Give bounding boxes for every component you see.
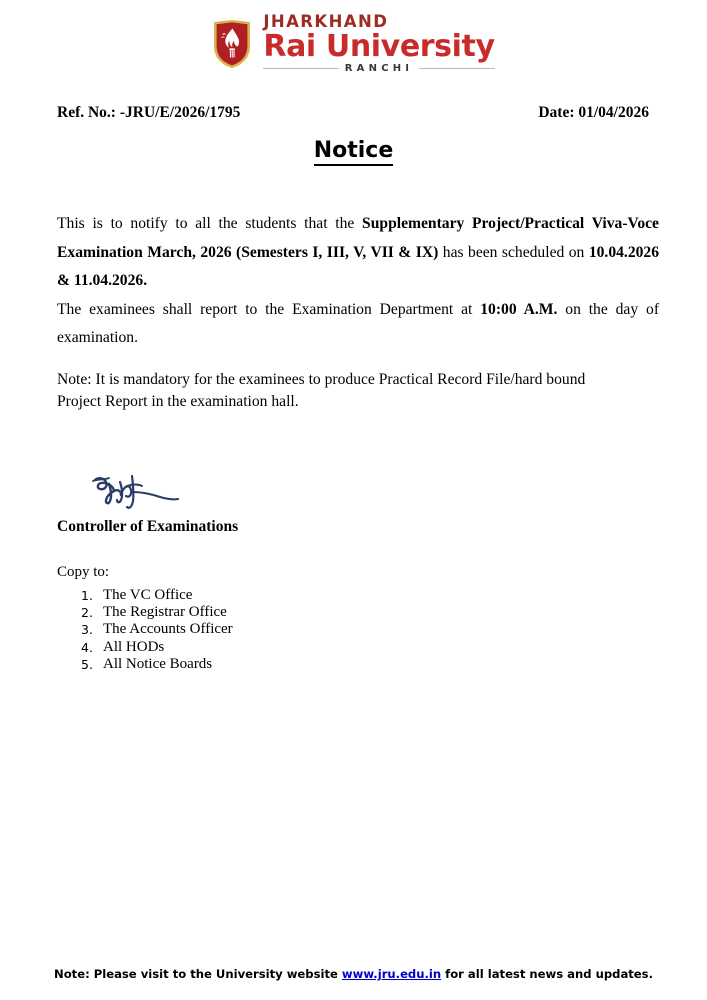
wordmark-rule-left [263,68,338,69]
wordmark-rule-right [419,68,494,69]
page-footer [0,967,707,981]
wordmark-ranchi-row [263,64,494,74]
reference-date-row [57,104,649,122]
list-item-number: 1. [81,588,93,603]
list-item [57,639,397,656]
body-bold-report-time: 10:00 A.M. [480,300,558,318]
list-item-label: The Accounts Officer [103,621,233,638]
wordmark-line-rai-university: Rai University [263,28,495,64]
footer-text-suffix: for all latest news and updates. [441,967,653,981]
list-item-number: 4. [81,639,93,655]
signature-block [57,468,357,536]
list-item-label: The Registrar Office [103,604,227,621]
shield-torch-logo-icon [212,19,252,69]
footer-text-prefix: Note: Please visit to the University website [54,967,342,981]
body-text-1: This is to notify to all the students that the [57,215,363,232]
university-logo-lockup [212,14,494,74]
handwritten-signature-icon [87,468,207,516]
body-text-4: on the day of examination. [57,300,660,346]
list-item [57,656,397,673]
notice-date: Date: 01/04/2026 [538,104,649,121]
reference-number: Ref. No.: -JRU/E/2026/1795 [57,104,241,121]
list-item [57,604,397,621]
body-paragraph-schedule [57,210,659,353]
letterhead [0,14,707,74]
body-text-2: has been scheduled on [438,243,589,261]
notice-body [57,210,659,413]
list-item [57,621,397,638]
copy-to-block [57,563,397,673]
body-text-3: The examinees shall report to the Examination Department at [57,300,481,318]
page-title [0,138,707,166]
list-item-label: All HODs [103,638,165,655]
list-item-number: 2. [81,605,93,621]
page-title-text: Notice [314,138,394,166]
wordmark-line-jharkhand: JHARKHAND [263,12,389,31]
list-item-number: 3. [81,622,93,638]
university-wordmark [263,14,494,74]
list-item-label: The VC Office [103,587,193,603]
university-website-link[interactable]: www.jru.edu.in [341,967,442,981]
wordmark-line-ranchi: RANCHI [344,62,414,74]
list-item-label: All Notice Boards [103,655,213,672]
signatory-title: Controller of Examinations [57,518,239,535]
body-paragraph-note: Note: It is mandatory for the examinees to produce Practical Record File/hard bound Project Report in the examination hall. [57,370,586,410]
copy-to-list [57,587,397,673]
list-item-number: 5. [81,656,93,672]
body-bold-exam-name: Supplementary Project/Practical Viva-Voce Examination March, 2026 (Semesters I, III, V, VII & IX) [57,215,659,261]
body-bold-exam-dates: 10.04.2026 & 11.04.2026. [57,243,659,289]
copy-to-label: Copy to: [57,564,110,580]
list-item [57,587,397,604]
